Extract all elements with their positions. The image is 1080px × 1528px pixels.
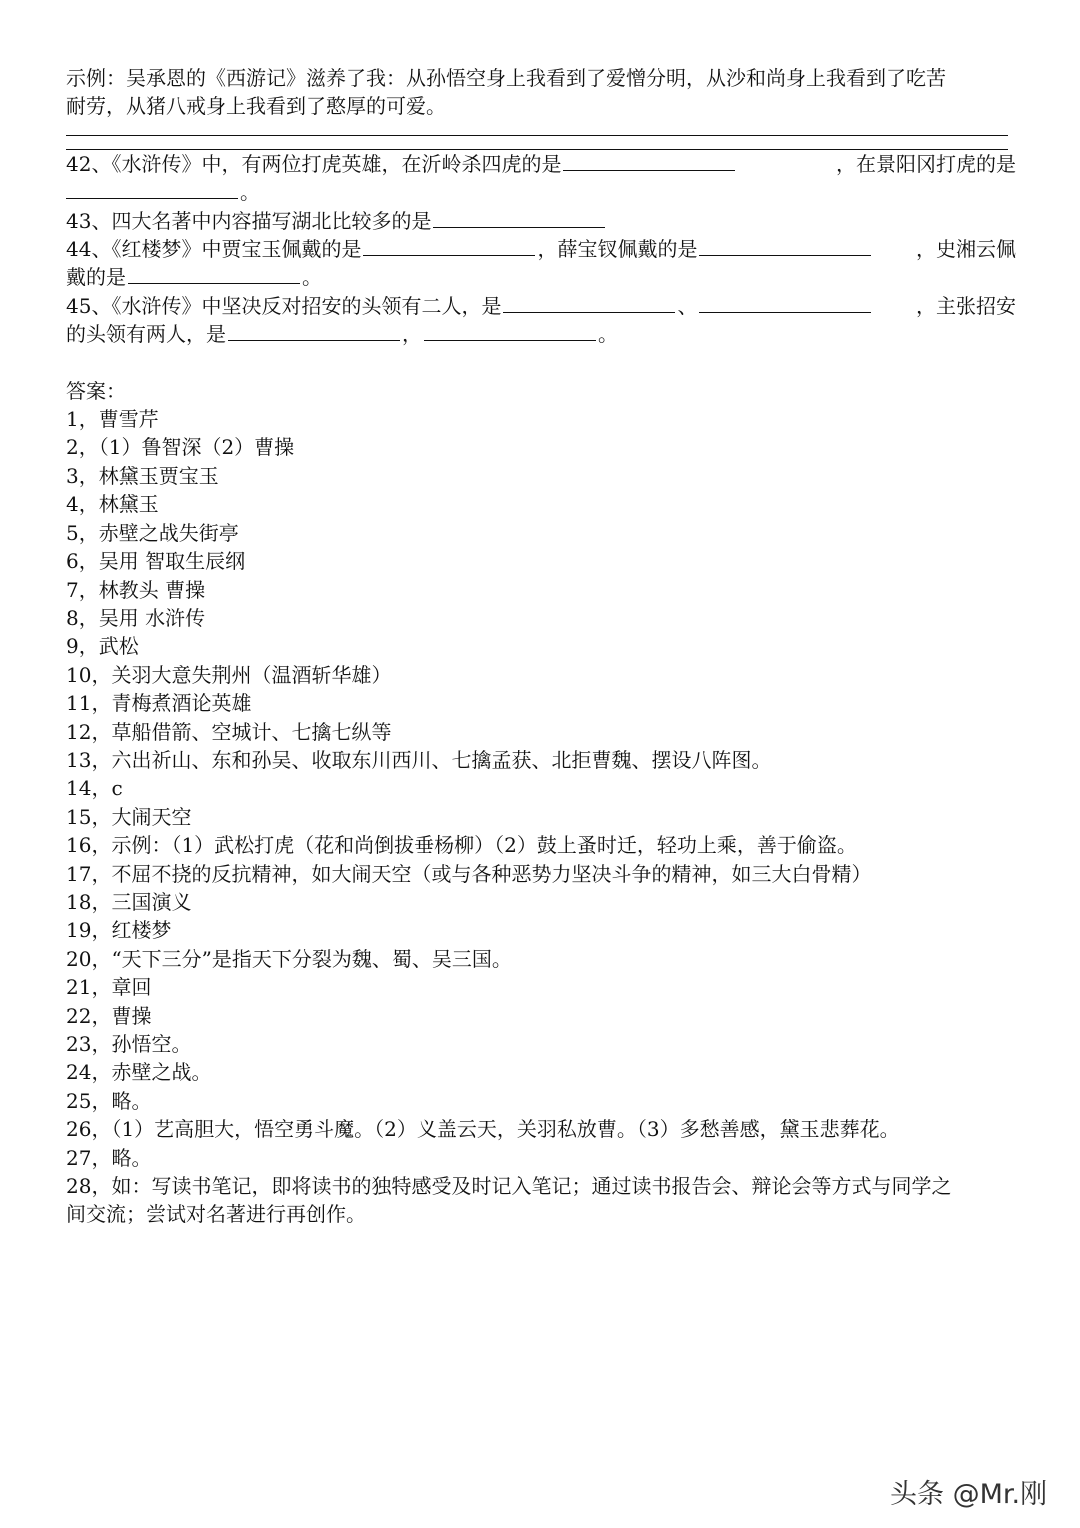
answer-blank[interactable] [66,178,238,199]
answer-item: 21，章回 [66,975,152,1000]
answer-item: 19，红楼梦 [66,918,172,943]
answer-item: 16，示例：（1）武松打虎（花和尚倒拔垂杨柳）（2）鼓上蚤时迁，轻功上乘，善于偷盗。 [66,833,857,858]
answer-28-line-1: 28，如：写读书笔记，即将读书的独特感受及时记入笔记；通过读书报告会、辩论会等方式与同学之 [66,1174,952,1199]
answer-blank[interactable] [503,292,675,313]
answers-title: 答案： [66,378,126,403]
answer-item: 8，吴用 水浒传 [66,605,206,630]
answer-item: 18，三国演义 [66,889,192,914]
example-line-1: 示例：吴承恩的《西游记》滋养了我：从孙悟空身上我看到了爱憎分明，从沙和尚身上我看到了吃苦 [66,66,946,90]
answer-item: 11，青梅煮酒论英雄 [66,691,252,716]
answer-blank[interactable] [363,235,535,256]
answer-item: 25，略。 [66,1088,152,1113]
section-gap [66,349,1016,377]
answer-item: 13，六出祈山、东和孙吴、收取东川西川、七擒孟获、北拒曹魏、摆设八阵图。 [66,747,772,772]
answer-item: 14，c [66,776,123,801]
answer-item: 27，略。 [66,1145,152,1170]
example-line-2: 耐劳，从猪八戒身上我看到了憨厚的可爱。 [66,94,446,119]
answer-item: 6，吴用 智取生辰纲 [66,549,246,574]
answer-item: 7，林教头 曹操 [66,577,206,602]
answer-item: 10，关羽大意失荆州（温酒斩华雄） [66,662,392,687]
question-44-line-2: 戴的是 。 [66,265,322,290]
answer-item: 15，大闹天空 [66,804,192,829]
answer-item: 17，不屈不挠的反抗精神，如大闹天空（或与各种恶势力坚决斗争的精神，如三大白骨精） [66,861,872,886]
answer-blank[interactable] [563,150,735,171]
answer-blank[interactable] [699,292,871,313]
question-43: 43、四大名著中内容描写湖北比较多的是 [66,207,1016,235]
answer-item: 22，曹操 [66,1003,152,1028]
answer-blank[interactable] [424,320,596,341]
answer-item: 2，（1）鲁智深（2）曹操 [66,435,295,460]
answer-rule-1 [66,135,1008,136]
answer-item: 24，赤壁之战。 [66,1060,212,1085]
answer-item: 23，孙悟空。 [66,1032,192,1056]
answer-item: 20，“天下三分”是指天下分裂为魏、蜀、吴三国。 [66,946,512,971]
answer-blank[interactable] [128,263,300,284]
answer-28-line-2: 间交流；尝试对名著进行再创作。 [66,1202,366,1227]
question-45-line-2: 的头领有两人，是 ， 。 [66,322,618,347]
question-42-line-2: 。 [66,178,1016,206]
question-42-line-1: 42、《水浒传》中，有两位打虎英雄，在沂岭杀四虎的是 ，在景阳冈打虎的是 [66,151,1016,176]
question-45-line-1: 45、《水浒传》中坚决反对招安的头领有二人，是 、 ，主张招安 [66,293,1016,318]
answer-item: 5，赤壁之战失街亭 [66,520,239,545]
watermark: 头条 @Mr.刚 [890,1479,1048,1510]
answer-item: 12，草船借箭、空城计、七擒七纵等 [66,719,392,744]
worksheet-page [66,64,1016,1229]
answer-blank[interactable] [433,207,605,228]
answer-item: 3，林黛玉贾宝玉 [66,463,219,488]
answer-item: 9，武松 [66,634,139,659]
answer-item: 4，林黛玉 [66,492,159,517]
question-44-line-1: 44、《红楼梦》中贾宝玉佩戴的是 ，薛宝钗佩戴的是 ，史湘云佩 [66,237,1016,262]
answer-item: 26，（1）艺高胆大，悟空勇斗魔。（2）义盖云天，关羽私放曹。（3）多愁善感，黛玉悲葬花。 [66,1117,900,1142]
answer-item: 1，曹雪芹 [66,407,159,432]
answers-list [66,405,1016,1172]
answer-blank[interactable] [228,320,400,341]
answer-blank[interactable] [699,235,871,256]
